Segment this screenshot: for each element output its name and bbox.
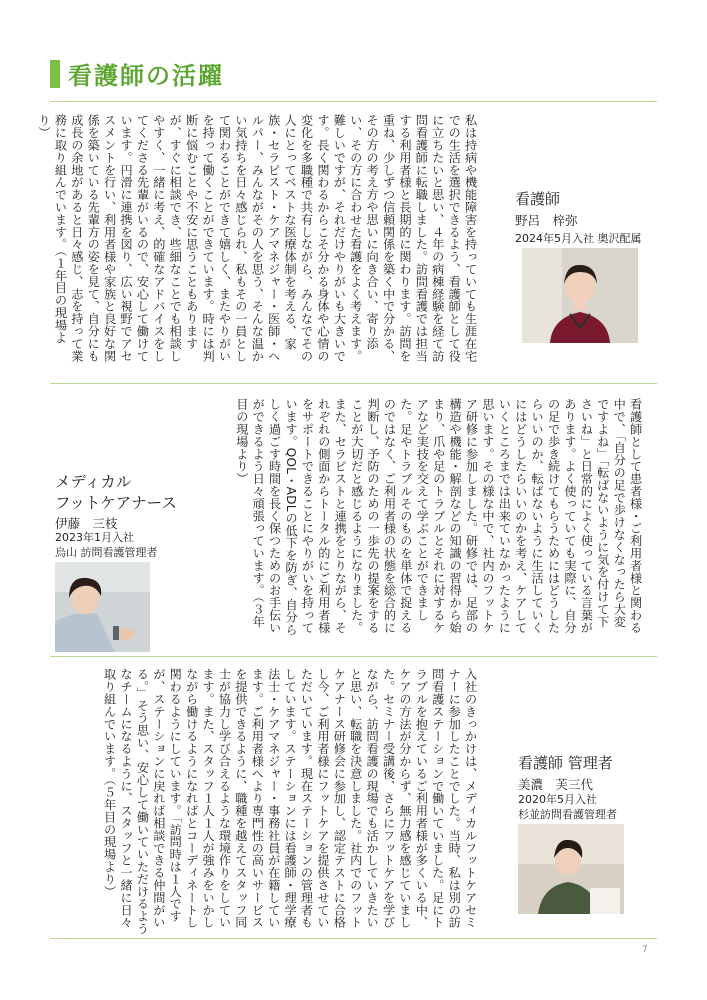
- section1-photo: [522, 248, 638, 343]
- section3-role: 看護師 管理者: [518, 754, 613, 772]
- section1-meta-1: 2024年5月入社 奥沢配属: [515, 232, 642, 245]
- section2-role: メディカル フットケアナース: [55, 473, 177, 512]
- section-divider: [50, 383, 657, 384]
- section3-meta-2: 杉並訪問看護管理者: [518, 808, 617, 821]
- section1-role: 看護師: [515, 190, 561, 208]
- page-number: 7: [642, 945, 648, 955]
- section1-name: 野呂 梓弥: [515, 213, 578, 228]
- section2-name: 伊藤 三枝: [55, 516, 118, 531]
- section1-note: （１年目の現場より）: [37, 114, 68, 344]
- section2-photo: [55, 562, 150, 652]
- section3-text: [60, 668, 495, 940]
- page-title: 看護師の活躍: [68, 62, 224, 90]
- section3-meta-1: 2020年5月入社: [518, 793, 597, 806]
- section2-note: （３年目の現場より）: [234, 398, 266, 628]
- section-divider: [50, 656, 657, 657]
- section3-body: 入社のきっかけは、メディカルフットケアセミナーに参加したことでした。当時、私は別の訪問看護ステーションで働いていました。足にトラブルを抱えているご利用者様が多くいる中、ケアの方法が分からず、無力感を感じていました。セミナー受講後、さらにフットケアを学びながら、訪問看護の現場でも活かしていきたいと思い、転職を決意しました。社内でのフットケアナース研修会に参加し、認定テストに合格し今、ご利用者様にフットケアを提供させていただいています。現在ステーションの管理者もしています。ステーションには看護師・理学療法士・ケアマネジャー・事務社員が在籍しています。ご利用者様へより専門性の高いサービスを提供できるように、職種を越えてスタッフ同士が協力し学び合えるような環境作りをしています。また、スタッフ１人１人が強みをいかしながら働けるようになればとコーディネートし関わるようにしています。「訪問時は１人ですが、ステーションに戻れば相談できる仲間がいる。」そう思い、安心して働いていただけるようなチームになるように、スタッフと一緒に日々取り組んでいます。: [102, 668, 478, 935]
- section3-photo: [518, 824, 624, 914]
- section2-text: [225, 398, 660, 638]
- title-accent-bar: [50, 60, 60, 88]
- section3-name: 美濃 芙三代: [518, 777, 594, 792]
- section2-meta-1: 2023年1月入社: [55, 531, 134, 544]
- section2-body: 看護師として患者様・ご利用者様と関わる中で、「自分の足で歩けなくなったら大変ですよね」「転ばないように気を付けて下さいね」と日常的によく使っている言葉があります。よく使っていても実際に、自分の足で歩き続けてもらうためにはどうしたらいいのか、転ばないように生活していくにはどうしたらいいのかを考え、ケアしていくところまでは出来ていなかったように思います。その様な中で、社内のフットケア研修に参加しました。研修では、足部の構造や機能・解剖などの知識の習得から始まり、爪や足のトラブルとそれに対するケアなど実技を交えて学ぶことができました。足やトラブルそのものを単体で捉えるのではなく、ご利用者様の状態を総合的に判断し、予防のための一歩先の提案をすることが大切だと感じるようになりました。また、セラピストと連携をとりながら、それぞれの側面からトータル的にご利用者様をサポートできることにやりがいを持っています。QOL・ADLの低下を防ぎ、自分らしく過ごす時間を長く保つためのお手伝いができるよう日々頑張っています。: [251, 398, 643, 636]
- section-divider: [50, 101, 657, 102]
- section2-meta-2: 烏山 訪問看護管理者: [55, 546, 158, 559]
- section1-body: 私は持病や機能障害を持っていても生涯在宅での生活を選択できるよう、看護師として役に立ちたいと思い、４年の病棟経験を経て訪問看護師に転職しました。訪問看護では担当する利用者様と長期的に関わります。訪問を重ね、少しずつ信頼関係を築く中で分かる、その方の考え方や思いに向き合い、寄り添い、その方に合わせた看護をよく考えます。難しいですが、それだけやりがいも大きいです。長く関わるからこそ分かる身体や心情の変化を多職種で共有しながら、みんなでその人にとってベストな医療体制を考える、家族・セラピスト・ケアマネジャー・医師・ヘルパー、みんながその人を思う、そんな温かい気持ちを日々感じられ、私もその一員として関わることができて嬉しく、またやりがいを持って働くことができています。時には判断に悩むことや不安に思うこともありますが、すぐに相談でき、些細なことでも相談しやすく、一緒に考え、的確なアドバイスをしてくださる先輩がいるので、安心して働けています。円滑に連携を図り、広い視野でアセスメントを行い、利用者様や家族と良好な関係を築いている先輩方の姿を見て、自分にも成長の余地があると日々感じ、志を持って業務に取り組んでいます。: [53, 114, 478, 362]
- section1-text: [37, 114, 495, 364]
- section-divider: [50, 938, 657, 939]
- section3-note: （５年目の現場より）: [102, 779, 117, 898]
